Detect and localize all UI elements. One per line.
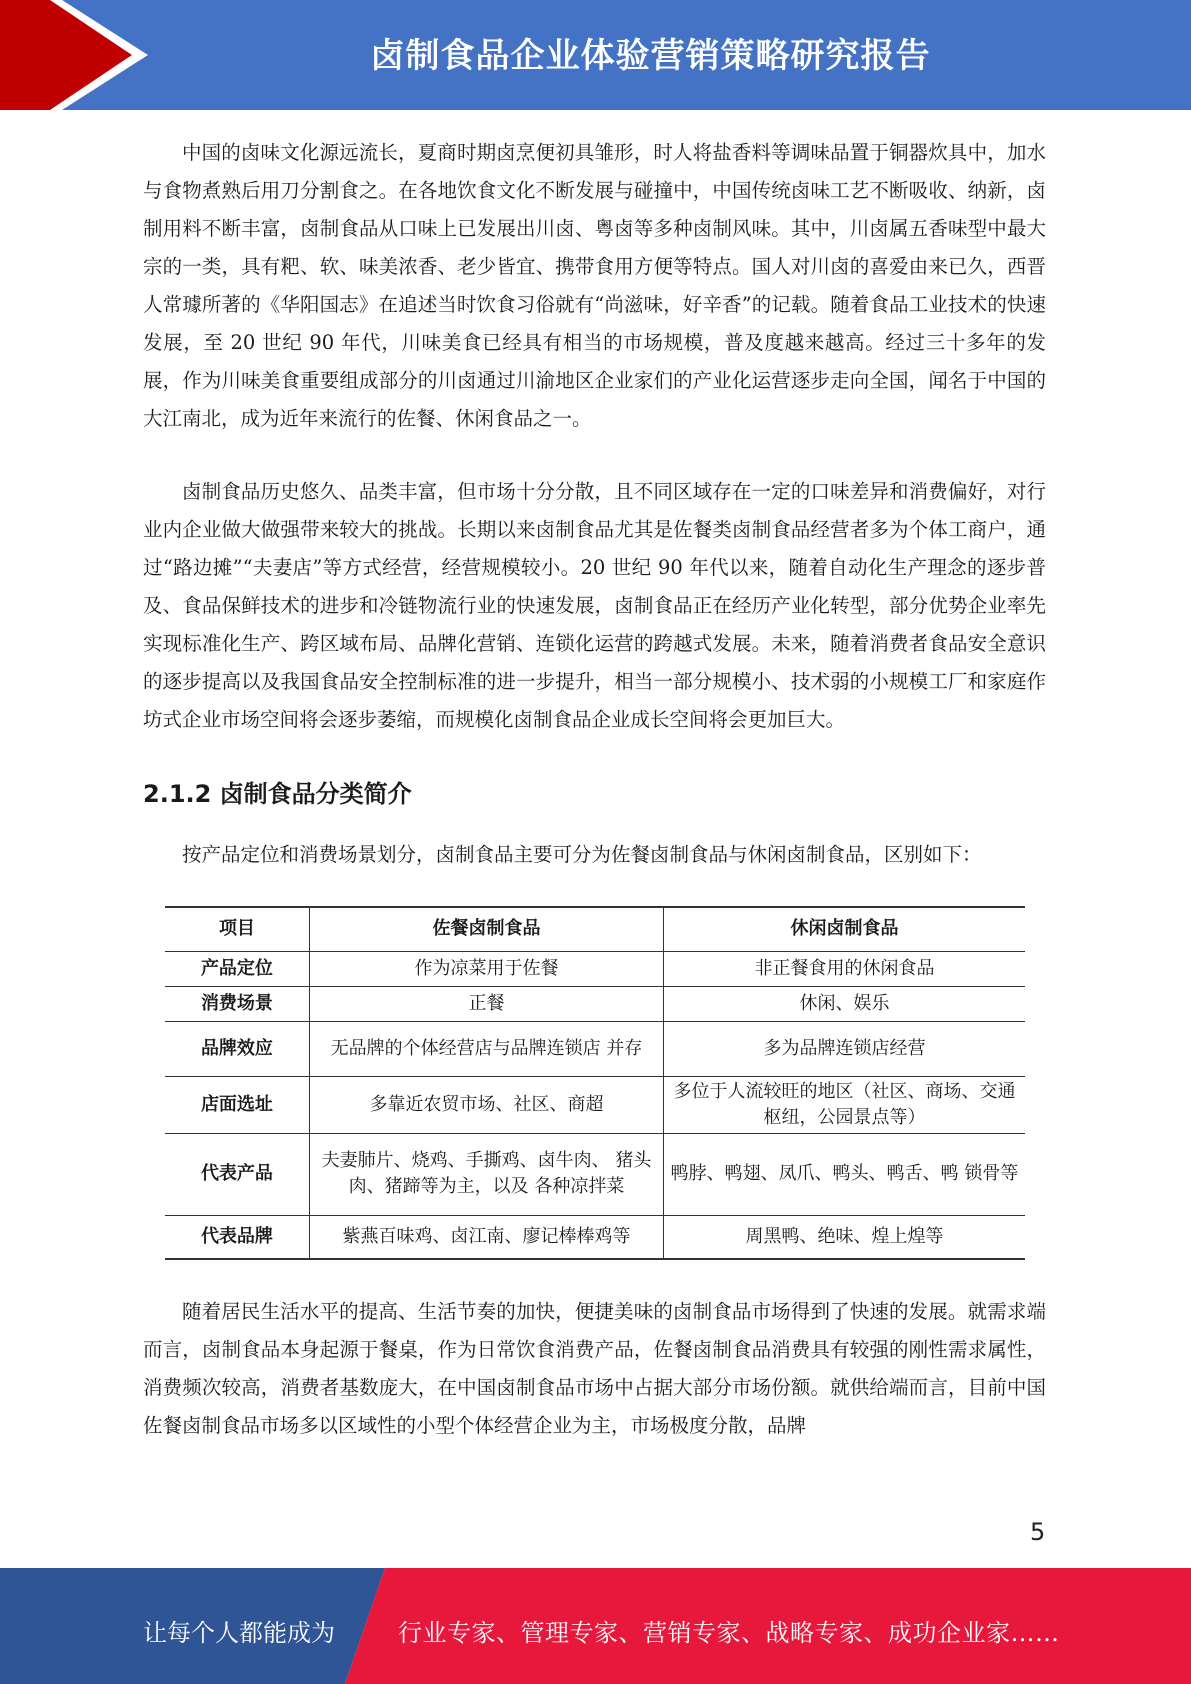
section-intro: 按产品定位和消费场景划分，卤制食品主要可分为佐餐卤制食品与休闲卤制食品，区别如下： [182, 843, 982, 866]
table-cell: 非正餐食用的休闲食品 [664, 951, 1025, 986]
paragraph-2: 卤制食品历史悠久、品类丰富，但市场十分分散，且不同区域存在一定的口味差异和消费偏好，对行业内企业做大做强带来较大的挑战。长期以来卤制食品尤其是佐餐类卤制食品经营者多为个体工商户，通过“路边摊”“夫妻店”等方式经营，经营规模较小。20 世纪 90 年代以来，随着自动化生产理念的逐步普及、食品保鲜技术的进步和冷链物流行业的快速发展，卤制食品正在经历产业化转型，部分优势企业率先实现标准化生产、跨区域布局、品牌化营销、连锁化运营的跨越式发展。未来，随着消费者食品安全意识的逐步提高以及我国食品安全控制标准的进一步提升，相当一部分规模小、技术弱的小规模工厂和家庭作坊式企业市场空间将会逐步萎缩，而规模化卤制食品企业成长空间将会更加巨大。 [143, 480, 1046, 731]
table-row [165, 986, 1025, 1021]
row-label: 店面选址 [165, 1076, 309, 1133]
footer-slogan-left: 让每个人都能成为 [143, 1619, 335, 1647]
table-header-cell: 休闲卤制食品 [664, 907, 1025, 951]
comparison-table [165, 906, 1025, 1260]
table-cell: 多靠近农贸市场、社区、商超 [309, 1076, 663, 1133]
table-cell: 无品牌的个体经营店与品牌连锁店 并存 [309, 1021, 663, 1076]
table-header-cell: 佐餐卤制食品 [309, 907, 663, 951]
table-cell: 夫妻肺片、烧鸡、手撕鸡、卤牛肉、 猪头肉、猪蹄等为主，以及 各种凉拌菜 [309, 1133, 663, 1215]
table-cell: 多为品牌连锁店经营 [664, 1021, 1025, 1076]
table-row [165, 1021, 1025, 1076]
row-label: 代表产品 [165, 1133, 309, 1215]
table-cell: 多位于人流较旺的地区（社区、商场、交通枢纽，公园景点等） [664, 1076, 1025, 1133]
row-label: 产品定位 [165, 951, 309, 986]
row-label: 消费场景 [165, 986, 309, 1021]
paragraph-3: 随着居民生活水平的提高、生活节奏的加快，便捷美味的卤制食品市场得到了快速的发展。就需求端而言，卤制食品本身起源于餐桌，作为日常饮食消费产品，佐餐卤制食品消费具有较强的刚性需求属性，消费频次较高，消费者基数庞大，在中国卤制食品市场中占据大部分市场份额。就供给端而言，目前中国佐餐卤制食品市场多以区域性的小型个体经营企业为主，市场极度分散，品牌 [143, 1300, 1046, 1437]
page-header [0, 0, 1191, 110]
table-cell: 周黑鸭、绝味、煌上煌等 [664, 1215, 1025, 1259]
page-footer [0, 1568, 1191, 1684]
main-content [143, 134, 1046, 1480]
section-heading: 2.1.2 卤制食品分类简介 [143, 780, 412, 808]
paragraph-1: 中国的卤味文化源远流长，夏商时期卤烹便初具雏形，时人将盐香料等调味品置于铜器炊具中，加水与食物煮熟后用刀分割食之。在各地饮食文化不断发展与碰撞中，中国传统卤味工艺不断吸收、纳新，卤制用料不断丰富，卤制食品从口味上已发展出川卤、粤卤等多种卤制风味。其中，川卤属五香味型中最大宗的一类，具有粑、软、味美浓香、老少皆宜、携带食用方便等特点。国人对川卤的喜爱由来已久，西晋人常璩所著的《华阳国志》在追述当时饮食习俗就有“尚滋味，好辛香”的记载。随着食品工业技术的快速发展，至 20 世纪 90 年代，川味美食已经具有相当的市场规模，普及度越来越高。经过三十多年的发展，作为川味美食重要组成部分的川卤通过川渝地区企业家们的产业化运营逐步走向全国，闻名于中国的大江南北，成为近年来流行的佐餐、休闲食品之一。 [143, 141, 1046, 430]
header-arrow-decoration [0, 0, 160, 110]
table-cell: 正餐 [309, 986, 663, 1021]
table-cell: 鸭脖、鸭翅、凤爪、鸭头、鸭舌、鸭 锁骨等 [664, 1133, 1025, 1215]
footer-slogan-right: 行业专家、管理专家、营销专家、战略专家、成功企业家…… [398, 1619, 1060, 1647]
table-cell: 作为凉菜用于佐餐 [309, 951, 663, 986]
row-label: 品牌效应 [165, 1021, 309, 1076]
table-cell: 休闲、娱乐 [664, 986, 1025, 1021]
table-row [165, 951, 1025, 986]
table-row [165, 1076, 1025, 1133]
table-cell: 紫燕百味鸡、卤江南、廖记棒棒鸡等 [309, 1215, 663, 1259]
table-header-cell: 项目 [165, 907, 309, 951]
row-label: 代表品牌 [165, 1215, 309, 1259]
page-number: 5 [1030, 1518, 1046, 1546]
table-header-row [165, 907, 1025, 951]
table-row [165, 1133, 1025, 1215]
document-title: 卤制食品企业体验营销策略研究报告 [370, 36, 931, 76]
table-row [165, 1215, 1025, 1259]
